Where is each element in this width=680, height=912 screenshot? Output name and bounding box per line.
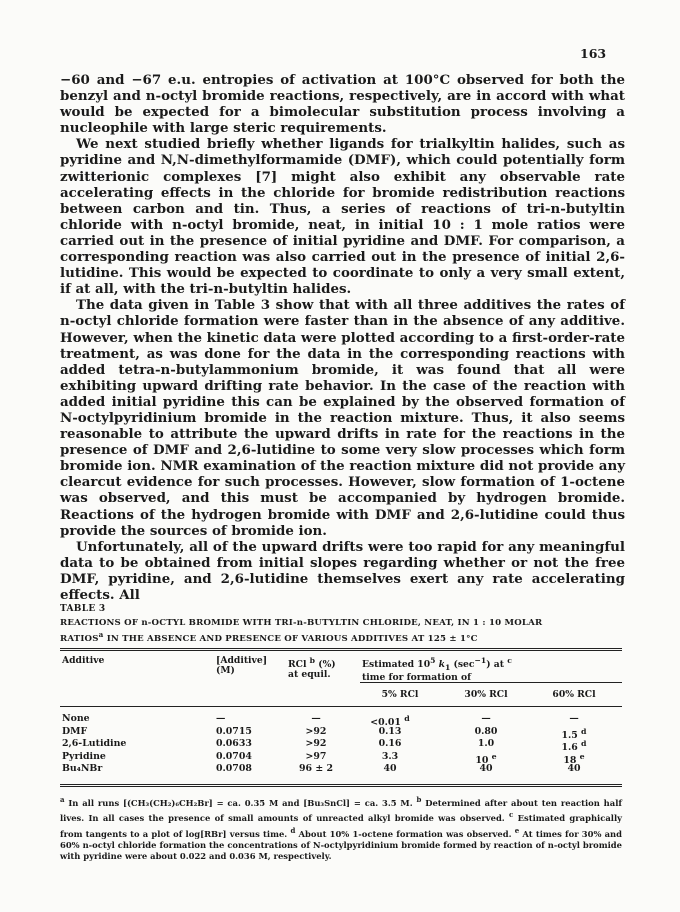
table-caption (60, 617, 620, 645)
cell-k5: 40 (383, 763, 397, 775)
header-est-mark: c (507, 656, 512, 665)
paragraph-3: The data given in Table 3 show that with all three additives the rates of n-octyl chloride formation were faster than in the absence of any additive. However, when the kinetic data were plotted according to a first-order-rate treatment, as was done for the data in the corresponding reactions with added tetra-n-butylammonium bromide, it was found that all were exhibiting upward drifting rate behavior. In the case of the reaction with added initial pyridine this can be explained by the observed formation of N-octylpyridinium bromide in the reaction mixture. Thus, it also seems reasonable to attribute the upward drifts in rate for the reactions in the presence of DMF and 2,6-lutidine to some very slow processes which form bromide ion. NMR examination of the reaction mixture did not provide any clearcut evidence for such processes. However, slow formation of 1-octene was observed, and this must be accompanied by hydrogen bromide. Reactions of the hydrogen bromide with DMF and 2,6-lutidine could thus provide the sources of bromide ion. (60, 297, 625, 539)
cell-k60-footnote-mark: d (581, 739, 587, 749)
cell-k60: 1.5 $^d$ (561, 726, 587, 741)
cell-conc: 0.0704 (216, 750, 252, 762)
cell-rcl: 96 ± 2 (299, 763, 333, 775)
header-rcl-pct: (%) (318, 659, 336, 671)
cell-k5-footnote-mark: d (404, 714, 410, 723)
paragraph-4: Unfortunately, all of the upward drifts were too rapid for any meaningful data to be obtained from initial slopes regarding whether or not the free DMF, pyridine, and 2,6-lutidine themselves exert any rate accelerating effects. All (60, 538, 625, 603)
cell-k60-footnote-mark: d (581, 726, 587, 736)
cell-rcl: >97 (305, 750, 327, 762)
cell-k5: 0.13 (378, 725, 402, 737)
footnotes-text (60, 794, 622, 863)
cell-conc: 0.0633 (216, 738, 252, 750)
cell-k30: 10 $^e$ (475, 751, 497, 766)
cell-k5: <0.01 $^d$ (370, 714, 410, 729)
footnote-a-mark: a (60, 795, 65, 804)
header-rcl (288, 656, 336, 680)
footnote-b-mark: b (416, 795, 422, 804)
header-additive: Additive (62, 655, 105, 666)
header-rcl-text: RCl (288, 659, 307, 671)
cell-rcl: >92 (305, 738, 327, 750)
paragraph-1: −60 and −67 e.u. entropies of activation at 100°C observed for both the benzyl and n-octyl bromide reactions, respectively, are in accord with what would be expected for a bimolecular substitution process involving a nucleophile with large steric requirements. (60, 72, 625, 137)
cell-conc: 0.0708 (216, 763, 252, 775)
cell-additive: Bu₄NBr (62, 763, 103, 775)
table-top-rule (60, 648, 622, 651)
header-rcl-line-2: at equil. (288, 669, 331, 681)
cell-rcl: >92 (305, 725, 327, 737)
cell-additive: Pyridine (62, 750, 106, 762)
table-bottom-rule (60, 784, 622, 787)
cell-additive: DMF (62, 725, 88, 737)
cell-k5: 3.3 (381, 750, 399, 762)
footnote-b: Determined after about ten reaction half lives. In all cases the presence of small amounts of unreacted alkyl bromide was observed. (60, 797, 622, 824)
cell-k30: 0.80 (474, 725, 498, 737)
footnote-d: About 10% 1-octene formation was observed. (295, 828, 512, 839)
body-text (60, 72, 625, 603)
cell-k60: — (569, 713, 579, 724)
footnote-a: In all runs [(CH₃(CH₂)₆CH₂Br] = ca. 0.35 M and [Bu₃SnCl] = ca. 3.5 M. (64, 797, 413, 808)
subheader-rule (360, 682, 622, 683)
cell-k60: 40 (567, 763, 581, 775)
cell-k30: 40 (479, 763, 493, 775)
cell-k30-footnote-mark: e (491, 751, 497, 761)
header-30pct: 30% RCl (464, 689, 508, 700)
header-conc-line-2: (M) (216, 665, 235, 677)
cell-conc: 0.0715 (216, 725, 252, 737)
paragraph-2: We next studied briefly whether ligands for trialkyltin halides, such as pyridine and N,N-dimethylformamide (DMF), which could potentially form zwitterionic complexes [7] might also exhibit any observable rate accelerating effects in the chloride for bromide redistribution reactions between carbon and tin. Thus, a series of reactions of tri-n-butyltin chloride with n-octyl bromide, neat, in initial 10 : 1 mole ratios were carried out in the presence of initial pyridine and DMF. For comparison, a corresponding reaction was also carried out in the presence of initial 2,6-lutidine. This would be expected to coordinate to only a very small extent, if at all, with the tri-n-butyltin halides. (60, 136, 625, 298)
header-est-line-2: time for formation of (362, 672, 472, 684)
cell-additive: 2,6-Lutidine (62, 738, 127, 750)
footnote-c-mark: c (509, 810, 514, 820)
table-caption-line-2 (60, 629, 620, 645)
header-rcl-line-1 (288, 656, 336, 670)
cell-k60: 18 $^e$ (563, 751, 585, 766)
header-5pct: 5% RCl (381, 689, 419, 700)
caption-rest: IN THE ABSENCE AND PRESENCE OF VARIOUS ADDITIVES AT 125 ± 1°C (103, 633, 478, 644)
cell-rcl: — (311, 713, 321, 724)
cell-additive: None (62, 713, 90, 724)
header-60pct: 60% RCl (552, 689, 596, 700)
header-conc (216, 656, 267, 676)
page-number: 163 (580, 46, 607, 61)
table-caption-line-1: REACTIONS OF n-OCTYL BROMIDE WITH TRI-n-BUTYLTIN CHLORIDE, NEAT, IN 1 : 10 MOLAR (60, 618, 543, 628)
cell-k30: — (481, 713, 491, 724)
header-conc-line-1: [Additive] (216, 655, 268, 666)
header-est-line-1: Estimated $10^5$ $k_1$ $(\sec^{-1})$ at $^c$ (362, 656, 512, 672)
table-label: TABLE 3 (60, 604, 106, 614)
caption-footnote-mark: a (98, 630, 104, 639)
caption-ratios: RATIOS (60, 633, 99, 644)
cell-conc: — (216, 713, 226, 724)
table-footnotes (60, 794, 622, 863)
cell-k60-footnote-mark: e (579, 751, 585, 761)
cell-k5: 0.16 (378, 738, 402, 750)
header-bottom-rule (60, 706, 622, 707)
footnote-e: At times for 30% and 60% n-octyl chloride formation the concentrations of N-octylpyridinium bromide formed by reaction of n-octyl bromide with pyridine were about 0.022 and 0.036 M, respectively. (60, 828, 623, 862)
cell-k60: 1.6 $^d$ (561, 739, 587, 754)
footnote-e-mark: e (514, 825, 520, 835)
footnote-d-mark: d (290, 825, 296, 835)
header-estimated (362, 656, 512, 683)
cell-k30: 1.0 (477, 738, 495, 750)
footnote-c: Estimated graphically from tangents to a plot of log[RBr] versus time. (60, 813, 622, 839)
header-rcl-mark: b (309, 656, 316, 665)
